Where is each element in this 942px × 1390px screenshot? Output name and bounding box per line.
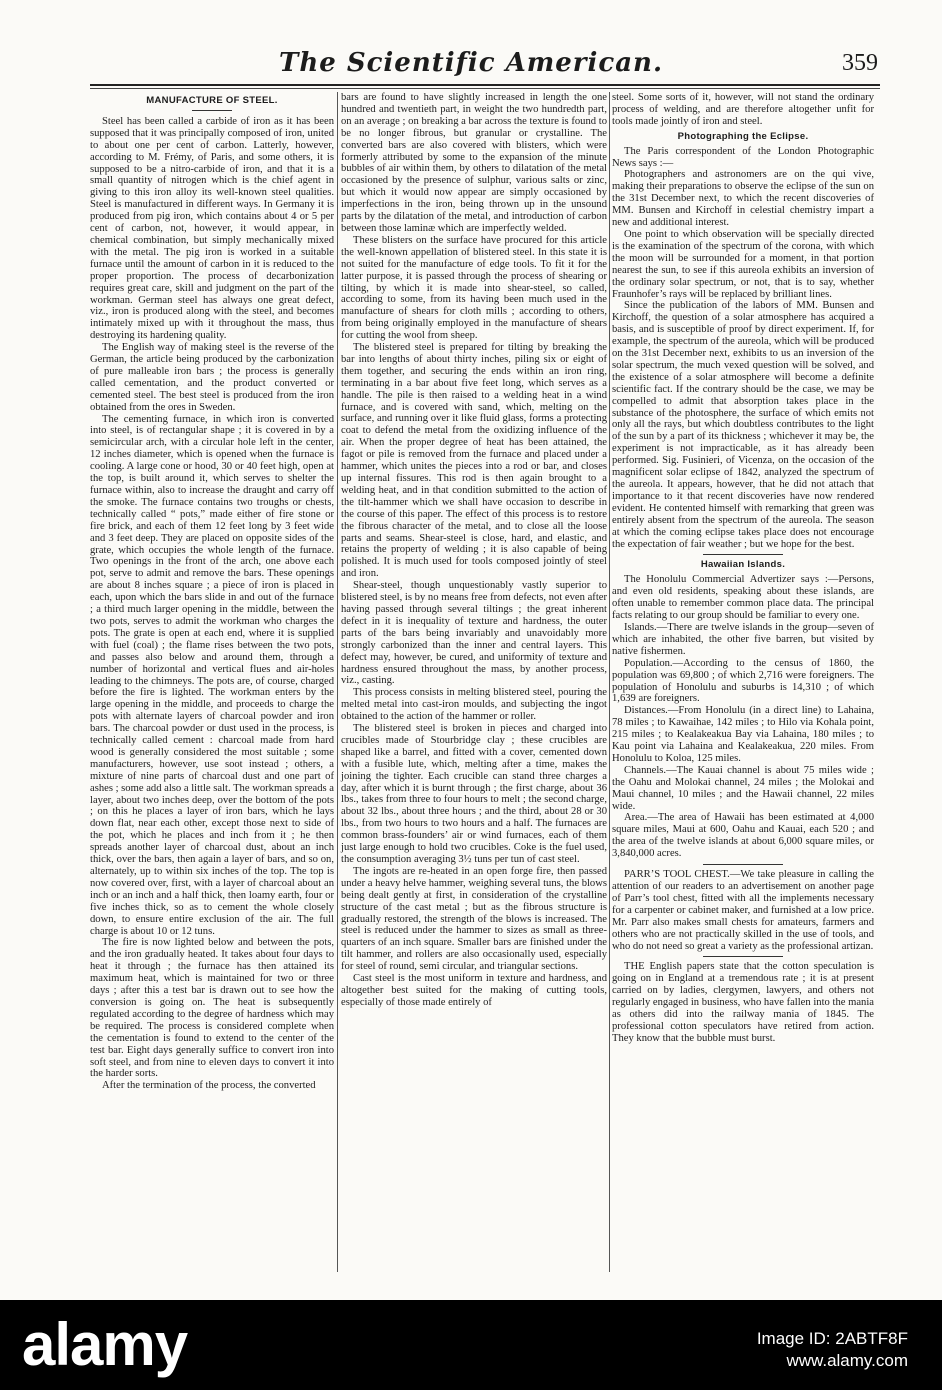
column-2 (341, 92, 607, 1272)
paragraph: Distances.—From Honolulu (in a direct line) to Lahaina, 78 miles ; to Kawaihae, 142 miles ; to Hilo via Kohala point, 215 miles ; to Kealakeakua Bay via Lahaina, 180 miles ; to Kau point via Lahaina and Kealakeakua, 220 miles. From Honolulu to Koloa, 125 miles. (612, 705, 874, 764)
paragraph: The fire is now lighted below and between the pots, and the iron gradually heated. It takes about four days to heat it through ; the furnace has then attained its maximum heat, which is maintained for two or three days ; after this a test bar is drawn out to see how the conversion is going on. The heat is subsequently regulated according to the degree of hardness which may be required. The process is considered complete when the cementation is found to extend to the center of the test bar. Eight days generally suffice to convert iron into soft steel, and from nine to eleven days to convert it into the harder sorts. (90, 937, 334, 1080)
masthead-title: The Scientific American. (278, 48, 664, 78)
column-divider (609, 92, 610, 1272)
paragraph: The blistered steel is broken in pieces and charged into crucibles made of Stourbridge clay ; these crucibles are shaped like a barrel, and fitted with a cover, cemented down with a fusible lute, which, melting after a time, makes the joining the tighter. Each crucible can stand three charges a day, after which it is burnt through ; the first charge, about 36 lbs., takes from three to four hours to melt ; the second charge, about 32 lbs., about three hours ; and the third, about 28 or 30 lbs., from two hours to two hours and a half. The furnaces are common brass-founders’ air or wind furnaces, each of them just large enough to hold two crucibles. Coke is the fuel used, the consumption averaging 3½ tuns per tun of cast steel. (341, 723, 607, 865)
watermark-footer (0, 1300, 942, 1390)
paragraph: One point to which observation will be specially directed is the examination of the spectrum of the corona, with which the moon will be surrounded for a moment, in that portion nearest the sun, to see if this aureola exhibits an inversion of the ordinary solar spectrum, or not, that is to say, whether Fraunhofer’s rays will be replaced by brilliant lines. (612, 228, 874, 300)
paragraph: The blistered steel is prepared for tilting by breaking the bar into lengths of about thirty inches, piling six or eight of them together, and securing the ends within an iron ring, terminating in a bar about five feet long, which serves as a handle. The pile is then raised to a welding heat in a wind furnace, and is covered with sand, which, melting on the surface, and running over it like fluid glass, forms a protecting coat to defend the metal from the oxidizing influence of the air. When the proper degree of heat has been attained, the fagot or pile is removed from the furnace and placed under a hammer, which unites the pieces into a rod or bar, and closes up internal fissures. This rod is then again brought to a welding heat, and in that condition submitted to the action of the tilt-hammer which we shall have occasion to describe in the course of this paper. The effect of this process is to restore the fibrous character of the metal, and to close all the loose parts and seams. Shear-steel is close, hard, and elastic, and retains the property of welding ; it is also capable of being polished. It is much used for tools composed jointly of steel and iron. (341, 342, 607, 580)
paragraph: The Paris correspondent of the London Photographic News says :— (612, 145, 874, 169)
paragraph: After the termination of the process, the converted (102, 1080, 316, 1092)
column-1 (90, 92, 334, 1272)
paragraph: The cementing furnace, in which iron is converted into steel, is of rectangular shape ; it is covered in by a semicircular arch, with a circular hole left in the center, 12 inches diameter, which is opened when the furnace is cooling. A large cone or hood, 30 or 40 feet high, open at the top, is built around it, which serves to shelter the furnace within, also to increase the draught and carry off the smoke. The furnace contains two troughs or chests, technically called “ pots,” made either of fire stone or fire brick, and each of them 12 feet long by 3 feet wide and 3 feet deep. They are placed on opposite sides of the grate, which occupies the whole length of the furnace. Two openings in the front of the arch, one above each pot, serve to admit and remove the bars. These openings are about 8 inches square ; a piece of iron is placed in each, upon which the bars slide in and out of the furnace ; a third much larger opening in the middle, between the two pots, serves to admit the workman who charges the pots. The grate is open at each end, where it is supplied with fuel (coal) ; the flame rises between the two pots, and passes also below and around them, through a number of horizontal and vertical flues and air-holes leading to the chimneys. The pots are, of course, charged before the fire is lighted. The workman enters by the large opening in the middle, and proceeds to charge the pots with alternate layers of charcoal powder and iron bars. The charcoal powder or dust used in the process, is technically called cement : charcoal made from hard wood is generally considered the most suitable ; some manufacturers, however, use soot instead ; others, a mixture of nine parts of charcoal dust and one part of ashes ; some add also a little salt. The workman spreads a layer, about two inches deep, over the bottom of the pots ; on this he places a layer of iron bars, which he lays down flat, near each other, except those next to side of the pot, which he places and inch from it ; he then spreads another layer of charcoal dust, about an inch thick, over the bars, then again a layer of bars, and so on, alternately, up to within six inches of the top. The top is now covered over, first, with a layer of charcoal about an inch or an inch and a half thick, then loamy earth, four or five inches thick, so as to cement the whole closely down, to ensure entire exclusion of the air. The full charge is about 10 or 12 tuns. (90, 413, 334, 937)
paragraph: Channels.—The Kauai channel is about 75 miles wide ; the Oahu and Molokai channel, 24 miles ; the Molokai and Maui channel, 10 miles ; and the Hawaii channel, 22 miles wide. (612, 764, 874, 812)
header-rule-thin (90, 88, 880, 89)
section-divider (703, 864, 783, 865)
image-credit (757, 1328, 908, 1372)
paragraph: These blisters on the surface have procured for this article the well-known appellation of blistered steel. In this state it is not suited for the manufacture of edge tools. To fit it for the latter purpose, it is passed through the process of shearing or tilting, by which it is made into shear-steel, so called, according to some, from its having been much used in the manufacture of shears for cloth mills ; according to others, from being originally employed in the manufacture of shears for cutting the wool from sheep. (341, 234, 607, 342)
paragraph: Steel has been called a carbide of iron as it has been supposed that it was principally composed of iron, united to about one per cent of carbon. Latterly, however, according to M. Frémy, of Paris, and some others, it is supposed to be a nitro-carbide of iron, and that it is a small quantity of nitrogen which is the chief agent in giving to this iron alloy its well-known steel qualities. Steel is manufactured in different ways. In Germany it is produced from pig iron, which contains about 4 or 5 per cent of carbon, not, however, it would appear, in chemical combination, but simply mechanically mixed with the metal. The pig iron is worked in a suitable furnace until the amount of carbon in it is reduced to the proper proportion. The process of decarbonization requires great care, skill and judgment on the part of the workman. German steel has always one great defect, viz., iron is produced along with the steel, and becomes intimately mixed up with it throughout the mass, thus destroying its hardening quality. (90, 115, 334, 342)
paragraph: Area.—The area of Hawaii has been estimated at 4,000 square miles, Maui at 600, Oahu and Kauai, each 520 ; and the area of the twelve islands at about 6,000 square miles, or 3,840,000 acres. (612, 812, 874, 860)
paragraph: The ingots are re-heated in an open forge fire, then passed under a heavy helve hammer, weighing several tuns, the blows being dealt gently at first, in consideration of the crystalline structure of the cast metal ; but as the fibrous structure is gradually restored, the strength of the blows is increased. The steel is reduced under the hammer to sizes as small as three-quarters of an inch square. Smaller bars are finished under the tilt hammer, and rollers are also occasionally used, especially for steel of round, semi circular, and triangular sections. (341, 865, 607, 973)
paragraph: Islands.—There are twelve islands in the group—seven of which are inhabited, the other five barren, but visited by native fishermen. (612, 621, 874, 657)
article-heading-eclipse: Photographing the Eclipse. (677, 130, 809, 142)
page-number: 359 (842, 50, 878, 76)
alamy-logo: alamy (22, 1311, 188, 1378)
heading-divider (192, 110, 232, 111)
paragraph: steel. Some sorts of it, however, will not stand the ordinary process of welding, and are therefore altogether unfit for tools made jointly of iron and steel. (612, 92, 874, 127)
paragraph: Shear-steel, though unquestionably vastly superior to blistered steel, is by no means free from defects, not even after having passed through several tiltings ; the great inherent defect in it is inequality of texture and hardness, the outer parts of the bars being invariably and unavoidably more strongly carbonized than the inner and central layers. This defect may, however, be cured, and uniformity of texture and hardness ensured throughout the mass, by another process, viz., casting. (341, 580, 607, 687)
paragraph: THE English papers state that the cotton speculation is going on in England at a tremendous rate ; it is at present carried on by ladies, clergymen, lawyers, and others not regularly engaged in business, who have fallen into the mania as others did into the railway mania of 1845. The professional cotton speculators have retired from action. They know that the bubble must burst. (612, 961, 874, 1044)
article-heading-steel: MANUFACTURE OF STEEL. (146, 95, 278, 106)
paragraph: The Honolulu Commercial Advertizer says :—Persons, and even old residents, speaking about these islands, are often unable to remember common place data. The principal facts relating to our group should be familiar to every one. (612, 574, 874, 622)
image-id: Image ID: 2ABTF8F (756, 1329, 908, 1348)
column-divider (337, 92, 338, 1272)
paragraph: PARR’S TOOL CHEST.—We take pleasure in calling the attention of our readers to an advertisement on another page of Parr’s tool chest, fitted with all the implements necessary for a carpenter or cabinet maker, and furnished at a low price. Mr. Parr also makes small chests for amateurs, farmers and others who are not practically skilled in the use of tools, and who do not need so great a variety as the professional artizan. (612, 869, 874, 952)
header-rule (90, 84, 880, 86)
paragraph: Cast steel is the most uniform in texture and hardness, and altogether best suited for the making of cutting tools, especially of those made entirely of (341, 973, 607, 1008)
masthead (0, 0, 942, 96)
site-url: www.alamy.com (786, 1351, 908, 1370)
article-heading-hawaii: Hawaiian Islands. (700, 559, 786, 571)
paragraph: Population.—According to the census of 1860, the population was 69,800 ; of which 2,716 were foreigners. The population of Honolulu and suburbs is 14,310 ; of which 1,639 are foreigners. (612, 657, 874, 705)
paragraph: The English way of making steel is the reverse of the German, the article being produced by the carbonization of pure malleable iron bars ; the process is generally called cementation, and the product converted or cemented steel. The best steel is produced from the iron obtained from the ores in Sweden. (90, 342, 334, 413)
paragraph: This process consists in melting blistered steel, pouring the melted metal into cast-iron moulds, and subjecting the ingot obtained to the action of the hammer or roller. (341, 687, 607, 723)
section-divider (703, 956, 783, 957)
paragraph: bars are found to have slightly increased in length the one hundred and twentieth part, in weight the two hundredth part, on an average ; on breaking a bar across the texture is found to be no longer fibrous, but granular or crystalline. The converted bars are also covered with blisters, which were formerly attributed by some to the expansion of the minute bubbles of air within them, by others to dilatation of the metal occasioned by the presence of sulphur, various salts or zinc, but which it would now appear are simply occasioned by imperfections in the iron, being thrown up in the unsound parts by the dilatation of the metal, and introduction of carbon between those laminæ which are imperfectly welded. (341, 92, 607, 234)
paragraph: Photographers and astronomers are on the qui vive, making their preparations to observe the eclipse of the sun on the 31st December next, to which the recent discoveries of MM. Bunsen and Kirchoff in celestial chemistry impart a new and additional interest. (612, 169, 874, 229)
column-3 (612, 92, 874, 1272)
paragraph: Since the publication of the labors of MM. Bunsen and Kirchoff, the question of a solar atmosphere has acquired a basis, and is susceptible of proof by direct experiment. If, for example, the spectrum of the aureola, which will be produced on the 31st December next, exhibits to us an inversion of the solar spectrum, the much vexed question will be solved, and the existence of a solar atmosphere will become a definite scientific fact. If the contrary should be the case, we may be compelled to admit that absorption takes place in the substance of the photosphere, the surface of which emits not only all the rays, but which doubtless contributes to the light of the sun by a part of its thickness ; whichever it may be, the experiment is not impracticable, as it has already been performed. Sig. Fusinieri, of Vicenza, on the occasion of the magnificent solar eclipse of 1842, analyzed the spectrum of the aureola. It appears, however, that he did not attach that importance to it that recent discoveries have now rendered evident. He contented himself with remarking that green was entirely absent from the spectrum of the aureola. The season at which the coming eclipse takes place does not encourage the expectation of fair weather ; but we hope for the best. (612, 300, 874, 550)
section-divider (703, 554, 783, 555)
